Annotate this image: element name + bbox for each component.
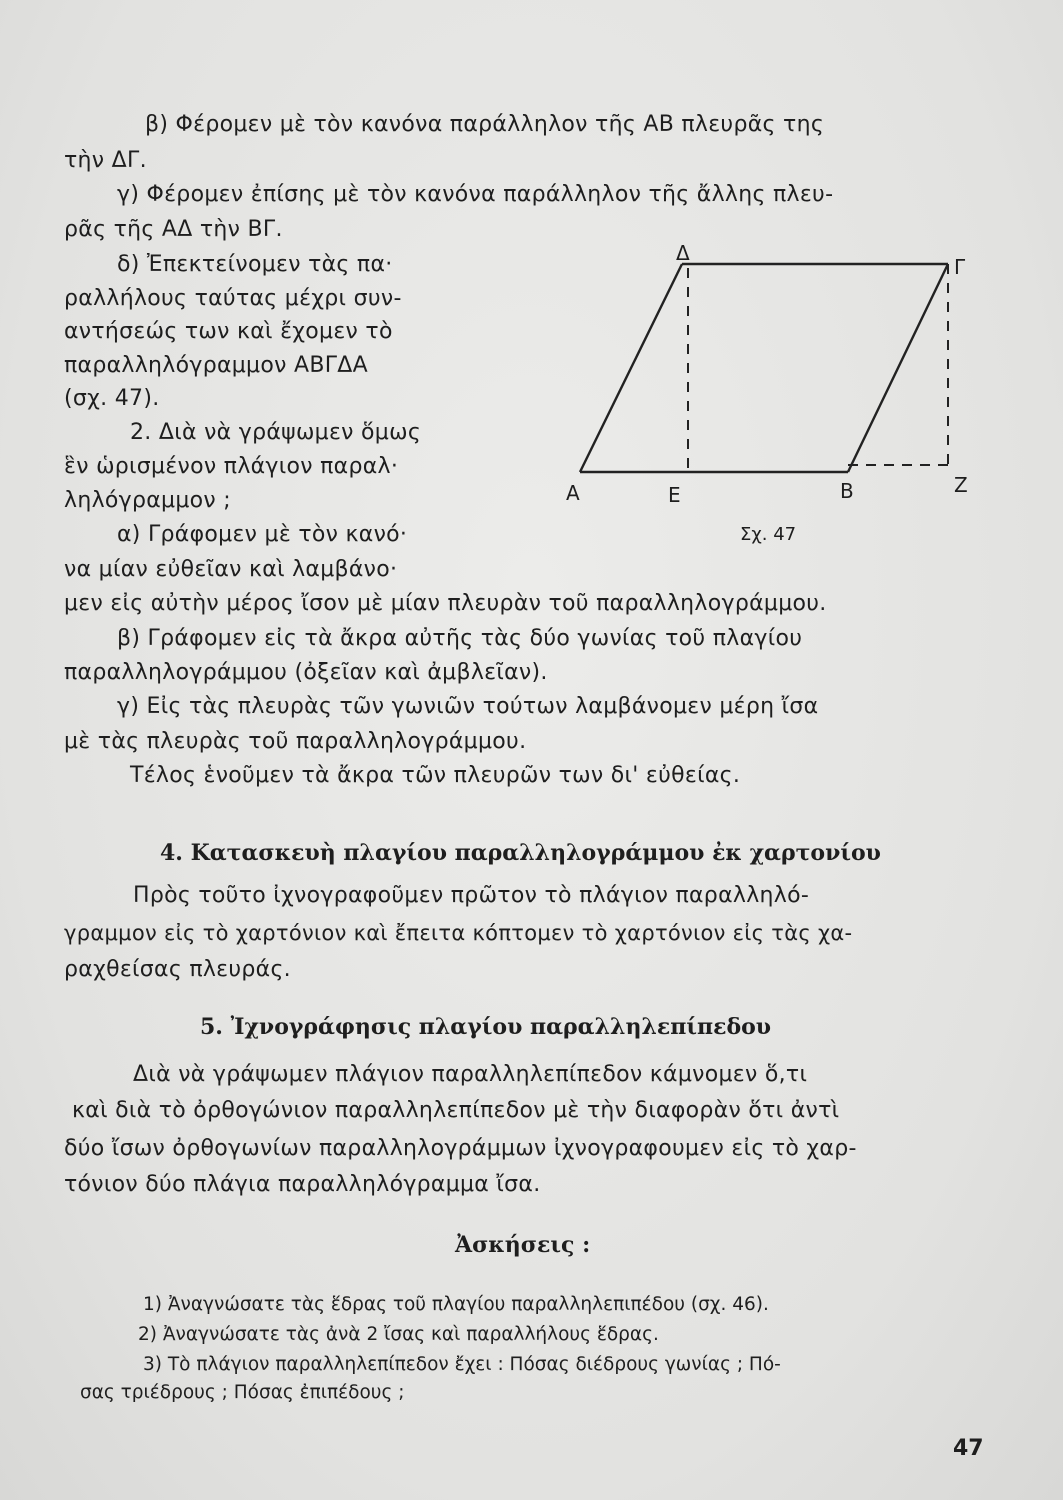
text-line: Διὰ νὰ γράψωμεν πλάγιον παραλληλεπίπεδον κάμνομεν ὅ,τι xyxy=(133,1062,808,1087)
text-line: μὲ τὰς πλευρὰς τοῦ παραλληλογράμμου. xyxy=(64,729,527,754)
text-line: δ) Ἐπεκτείνομεν τὰς πα· xyxy=(117,252,393,277)
text-line: μεν εἰς αὐτὴν μέρος ἴσον μὲ μίαν πλευρὰν τοῦ παραλληλογράμμου. xyxy=(64,591,827,616)
label-beta: Β xyxy=(840,479,854,503)
section-5-heading: 5. Ἰχνογράφησις πλαγίου παραλληλεπίπεδου xyxy=(200,1014,772,1040)
text-line: 2. Διὰ νὰ γράψωμεν ὅμως xyxy=(130,420,422,445)
label-alpha: Α xyxy=(566,481,580,505)
label-zeta: Ζ xyxy=(954,473,968,497)
text-line: ἓν ὡρισμένον πλάγιον παραλ· xyxy=(64,454,399,479)
text-line: α) Γράφομεν μὲ τὸν κανό· xyxy=(117,522,408,547)
text-line: παραλληλογράμμου (ὀξεῖαν καὶ ἀμβλεῖαν). xyxy=(64,660,548,685)
label-delta: Δ xyxy=(676,241,690,265)
text-line: ραχθείσας πλευράς. xyxy=(64,957,291,982)
exercises-heading: Ἀσκήσεις : xyxy=(455,1232,591,1258)
side-ad xyxy=(580,264,682,472)
text-line: β) Γράφομεν εἰς τὰ ἄκρα αὐτῆς τὰς δύο γωνίας τοῦ πλαγίου xyxy=(117,626,803,651)
exercise-item: σας τριέδρους ; Πόσας ἐπιπέδους ; xyxy=(80,1382,405,1403)
label-epsilon: Ε xyxy=(668,483,681,507)
text-line: να μίαν εὐθεῖαν καὶ λαμβάνο· xyxy=(64,557,398,582)
text-line: Τέλος ἑνοῦμεν τὰ ἄκρα τῶν πλευρῶν των δι' εὐθείας. xyxy=(130,763,741,788)
label-gamma: Γ xyxy=(954,255,966,279)
text-line: (σχ. 47). xyxy=(64,386,160,411)
side-gb xyxy=(848,264,948,472)
exercise-item: 3) Τὸ πλάγιον παραλληλεπίπεδον ἔχει : Πόσας διέδρους γωνίας ; Πό- xyxy=(143,1354,781,1375)
text-line: τόνιον δύο πλάγια παραλληλόγραμμα ἴσα. xyxy=(64,1172,541,1197)
exercise-item: 2) Ἀναγνώσατε τὰς ἀνὰ 2 ἴσας καὶ παραλλήλους ἕδρας. xyxy=(138,1324,659,1345)
text-line: αντήσεώς των καὶ ἔχομεν τὸ xyxy=(64,319,393,344)
figure-caption: Σχ. 47 xyxy=(740,524,797,545)
text-line: τὴν ΔΓ. xyxy=(64,148,147,173)
section-4-heading: 4. Κατασκευὴ πλαγίου παραλληλογράμμου ἐκ χαρτονίου xyxy=(160,840,881,866)
text-line: ληλόγραμμον ; xyxy=(64,488,231,513)
text-line: ρᾶς τῆς ΑΔ τὴν ΒΓ. xyxy=(64,217,283,242)
exercise-item: 1) Ἀναγνώσατε τὰς ἕδρας τοῦ πλαγίου παραλληλεπιπέδου (σχ. 46). xyxy=(143,1294,769,1315)
page-number: 47 xyxy=(953,1436,984,1461)
text-line: ραλλήλους ταύτας μέχρι συν- xyxy=(64,286,402,311)
text-line: γ) Εἰς τὰς πλευρὰς τῶν γωνιῶν τούτων λαμβάνομεν μέρη ἴσα xyxy=(117,694,819,719)
text-line: Πρὸς τοῦτο ἰχνογραφοῦμεν πρῶτον τὸ πλάγιον παραλληλό- xyxy=(133,883,810,908)
text-line: β) Φέρομεν μὲ τὸν κανόνα παράλληλον τῆς ΑΒ πλευρᾶς της xyxy=(145,112,825,137)
text-line: δύο ἴσων ὀρθογωνίων παραλληλογράμμων ἰχνογραφουμεν εἰς τὸ χαρ- xyxy=(64,1136,857,1161)
parallelogram-figure xyxy=(548,240,988,560)
text-line: γ) Φέρομεν ἐπίσης μὲ τὸν κανόνα παράλληλον τῆς ἄλλης πλευ- xyxy=(117,182,834,207)
text-line: παραλληλόγραμμον ΑΒΓΔΑ xyxy=(64,353,368,378)
text-line: γραμμον εἰς τὸ χαρτόνιον καὶ ἔπειτα κόπτομεν τὸ χαρτόνιον εἰς τὰς χα- xyxy=(64,921,853,945)
text-line: καὶ διὰ τὸ ὀρθογώνιον παραλληλεπίπεδον μὲ τὴν διαφορὰν ὅτι ἀντὶ xyxy=(72,1098,840,1123)
